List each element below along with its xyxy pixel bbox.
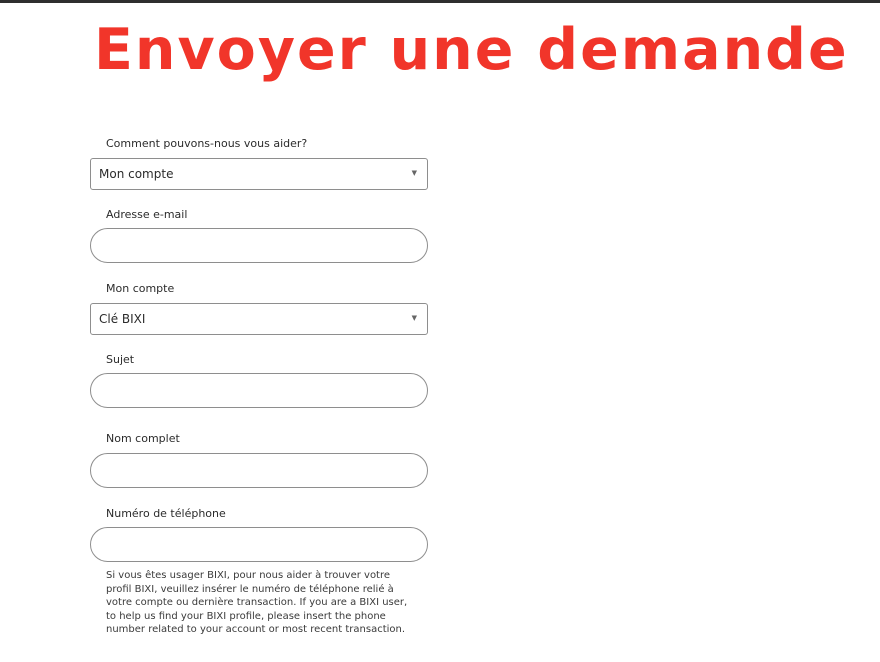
full-name-field[interactable] bbox=[90, 453, 428, 488]
caret-down-icon: ▼ bbox=[411, 314, 417, 322]
subject-field[interactable] bbox=[90, 373, 428, 408]
help-topic-label: Comment pouvons-nous vous aider? bbox=[106, 137, 308, 150]
account-topic-select[interactable] bbox=[90, 303, 428, 335]
help-topic-select[interactable] bbox=[90, 158, 428, 190]
caret-down-icon: ▼ bbox=[411, 169, 417, 177]
phone-field[interactable] bbox=[90, 527, 428, 562]
top-border bbox=[0, 0, 880, 3]
page-title: Envoyer une demande bbox=[94, 17, 849, 83]
subject-label: Sujet bbox=[106, 353, 135, 366]
email-field[interactable] bbox=[90, 228, 428, 263]
phone-help-text: Si vous êtes usager BIXI, pour nous aider à trouver votre profil BIXI, veuillez insérer le numéro de téléphone relié à votre compte ou dernière transaction. If you are a BIXI user, to help us find your BIXI profile, please insert the phone number related to your account or most recent transaction. bbox=[106, 570, 408, 636]
phone-label: Numéro de téléphone bbox=[106, 507, 226, 520]
email-label: Adresse e-mail bbox=[106, 208, 188, 221]
help-topic-selected-value: Mon compte bbox=[99, 167, 174, 181]
account-topic-label: Mon compte bbox=[106, 282, 175, 295]
account-topic-selected-value: Clé BIXI bbox=[99, 312, 146, 326]
full-name-label: Nom complet bbox=[106, 432, 180, 445]
